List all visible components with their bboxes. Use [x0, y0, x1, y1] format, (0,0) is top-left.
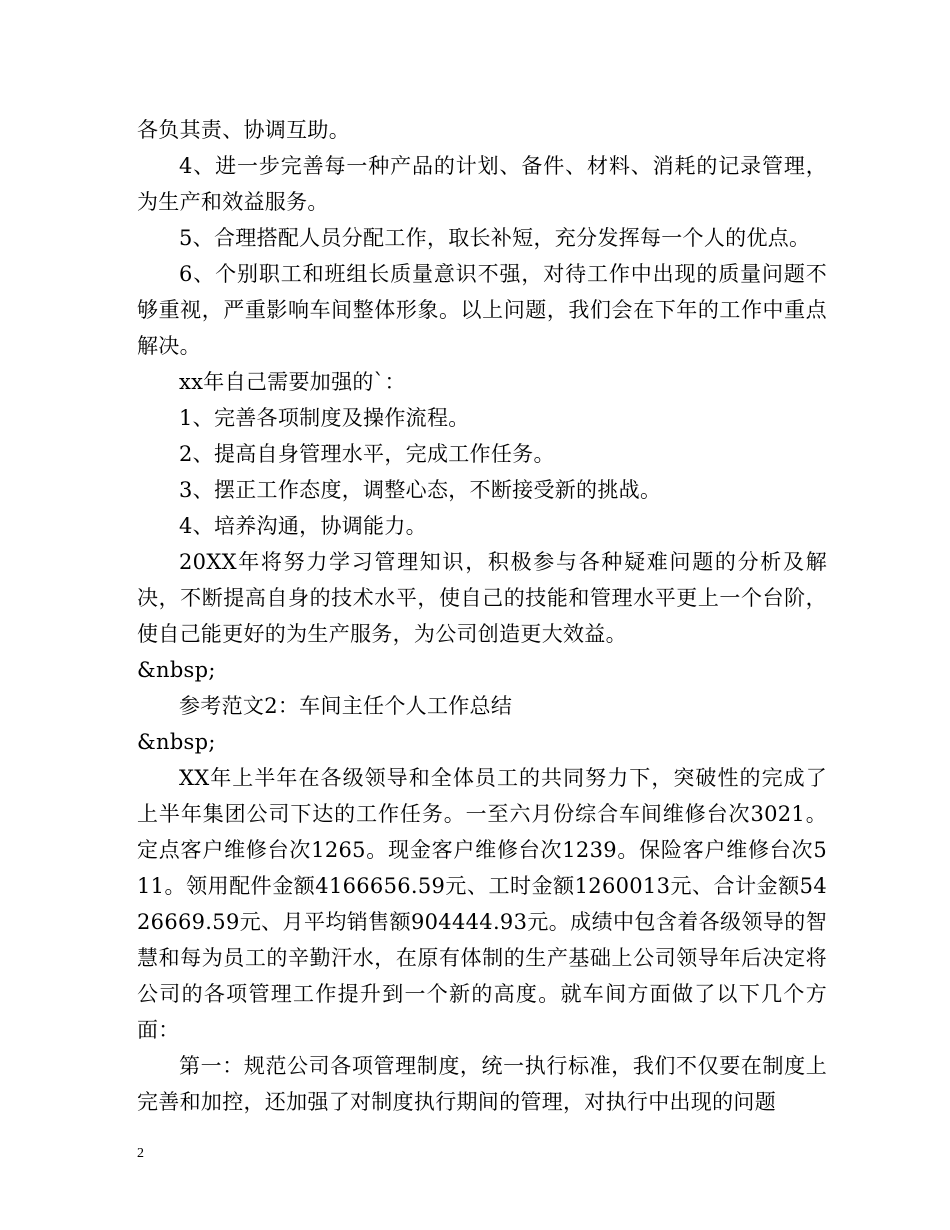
- paragraph: 各负其责、协调互助。: [137, 118, 350, 142]
- paragraph: 20XX年将努力学习管理知识，积极参与各种疑难问题的分析及解决，不断提高自身的技术水平，使自己的技能和管理水平更上一个台阶，使自己能更好的为生产服务，为公司创造更大效益。: [137, 550, 827, 646]
- paragraph: 6、个别职工和班组长质量意识不强，对待工作中出现的质量问题不够重视，严重影响车间整体形象。以上问题，我们会在下年的工作中重点解决。: [137, 262, 827, 358]
- document-body: [137, 112, 827, 1120]
- paragraph: xx年自己需要加强的`：: [179, 370, 406, 394]
- paragraph: 5、合理搭配人员分配工作，取长补短，充分发挥每一个人的优点。: [179, 226, 811, 250]
- nbsp-placeholder: &nbsp;: [137, 730, 216, 754]
- list-item: 2、提高自身管理水平，完成工作任务。: [179, 442, 555, 466]
- section-heading: 参考范文2：车间主任个人工作总结: [179, 694, 513, 718]
- list-item: 3、摆正工作态度，调整心态，不断接受新的挑战。: [179, 478, 662, 502]
- paragraph: XX年上半年在各级领导和全体员工的共同努力下，突破性的完成了上半年集团公司下达的工作任务。一至六月份综合车间维修台次3021。定点客户维修台次1265。现金客户维修台次1239。保险客户维修台次511。领用配件金额4166656.59元、工时金额1260013元、合计金额5426669.59元、月平均销售额904444.93元。成绩中包含着各级领导的智慧和每为员工的辛勤汗水，在原有体制的生产基础上公司领导年后决定将公司的各项管理工作提升到一个新的高度。就车间方面做了以下几个方面：: [137, 766, 827, 1042]
- paragraph: 第一：规范公司各项管理制度，统一执行标准，我们不仅要在制度上完善和加控，还加强了对制度执行期间的管理，对执行中出现的问题: [137, 1054, 827, 1114]
- paragraph: 4、进一步完善每一种产品的计划、备件、材料、消耗的记录管理，为生产和效益服务。: [137, 154, 827, 214]
- list-item: 1、完善各项制度及操作流程。: [179, 406, 470, 430]
- page-number: 2: [137, 1146, 144, 1161]
- nbsp-placeholder: &nbsp;: [137, 658, 216, 682]
- list-item: 4、培养沟通，协调能力。: [179, 514, 427, 538]
